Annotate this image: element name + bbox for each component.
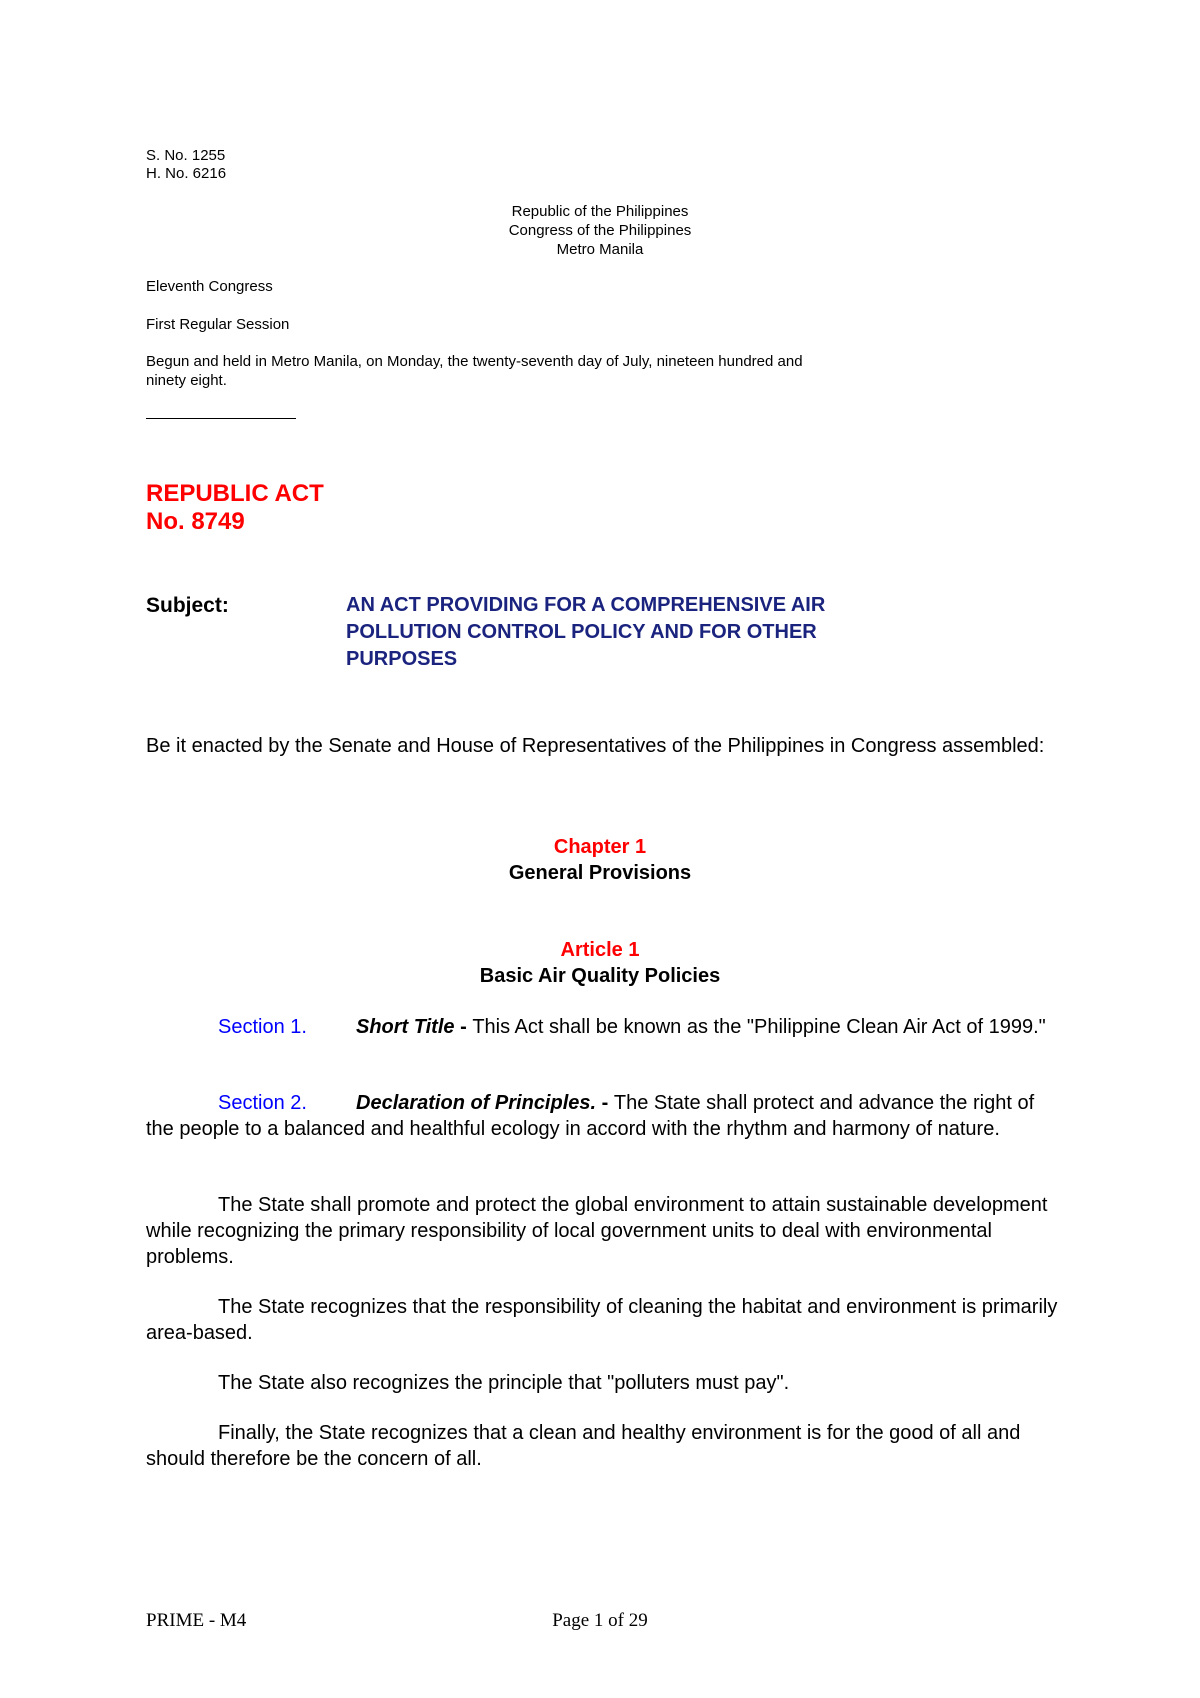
- senate-bill-number: S. No. 1255: [146, 147, 226, 164]
- section-1: [146, 1014, 1066, 1040]
- republic-line: Republic of the Philippines: [511, 203, 689, 220]
- chapter-title: General Provisions: [508, 862, 692, 884]
- section-1-text: This Act shall be known as the "Philippine Clean Air Act of 1999.": [472, 1016, 1046, 1038]
- republic-act-line: REPUBLIC ACT: [146, 480, 324, 507]
- article-title: Basic Air Quality Policies: [479, 965, 721, 987]
- act-number: No. 8749: [146, 508, 245, 535]
- section-1-title: Short Title: [356, 1016, 455, 1038]
- enacting-clause: Be it enacted by the Senate and House of Representatives of the Philippines in Congress assembled:: [146, 735, 1045, 757]
- principle-paragraph-3: The State also recognizes the principle that "polluters must pay".: [218, 1372, 790, 1394]
- footer-label: PRIME - M4: [146, 1610, 247, 1631]
- republic-act-title: [146, 480, 324, 536]
- section-2-label: Section 2.: [218, 1092, 307, 1114]
- congress-number: Eleventh Congress: [146, 278, 273, 295]
- section-2-title: Declaration of Principles.: [356, 1092, 597, 1114]
- section-2-text: The State shall protect and advance the right of the people to a balanced and healthful ecology in accord with the rhythm and harmony of nature.: [146, 1092, 1035, 1140]
- subject-text: AN ACT PROVIDING FOR A COMPREHENSIVE AIR POLLUTION CONTROL POLICY AND FOR OTHER PURPOSES: [346, 594, 826, 670]
- house-bill-number: H. No. 6216: [146, 165, 227, 182]
- section-2-dash: -: [596, 1092, 614, 1114]
- principle-paragraph-2: The State recognizes that the responsibility of cleaning the habitat and environment is primarily area-based.: [146, 1296, 1058, 1344]
- session-line: First Regular Session: [146, 316, 290, 333]
- chapter-label: Chapter 1: [553, 836, 647, 858]
- begun-line-2: ninety eight.: [146, 372, 227, 389]
- page-number: Page 1 of 29: [552, 1610, 648, 1631]
- divider-rule: [146, 418, 296, 419]
- subject-label: Subject:: [146, 594, 229, 617]
- section-1-dash: -: [454, 1016, 473, 1038]
- begun-line-1: Begun and held in Metro Manila, on Monday, the twenty-seventh day of July, nineteen hundred and: [146, 353, 803, 370]
- section-1-label: Section 1.: [218, 1016, 307, 1038]
- principle-paragraph-4: Finally, the State recognizes that a clean and healthy environment is for the good of all and should therefore be the concern of all.: [146, 1422, 1021, 1470]
- congress-line: Congress of the Philippines: [508, 222, 692, 239]
- article-label: Article 1: [560, 939, 640, 961]
- section-2: [146, 1090, 1066, 1142]
- principle-paragraph-1: The State shall promote and protect the global environment to attain sustainable development while recognizing the primary responsibility of local government units to deal with environmental problems.: [146, 1194, 1048, 1268]
- metro-line: Metro Manila: [556, 241, 644, 258]
